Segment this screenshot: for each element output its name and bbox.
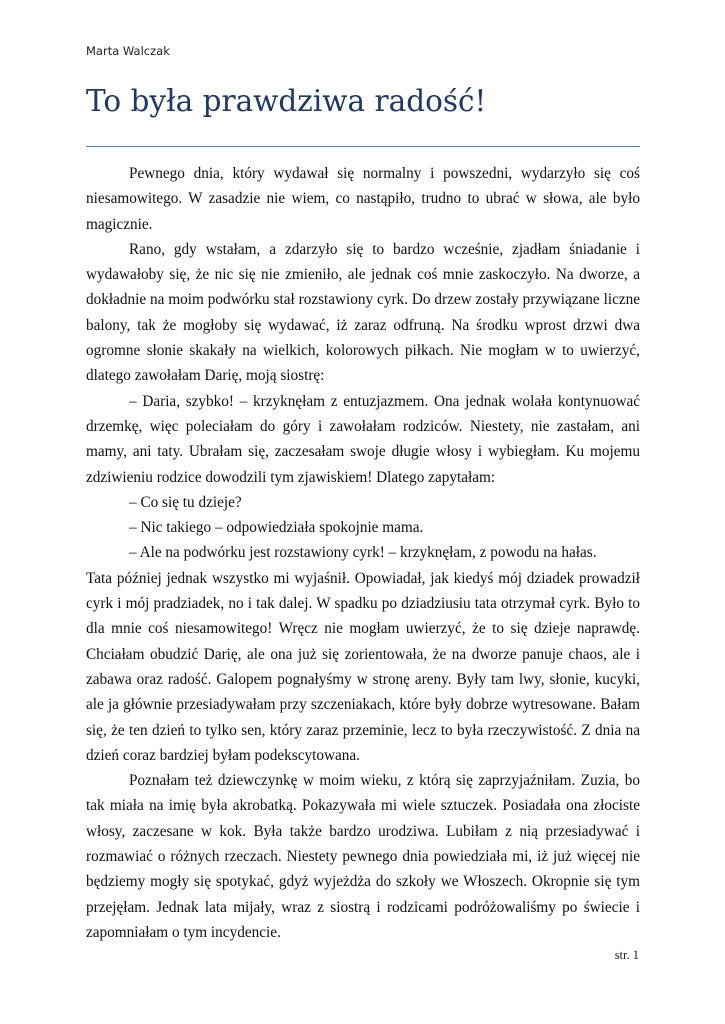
paragraph: Tata później jednak wszystko mi wyjaśnił. Opowiadał, jak kiedyś mój dziadek prowadził cyrk i mój pradziadek, no i tak dalej. W spadku po dziadziusiu tata otrzymał cyrk. Było to dla mnie coś niesamowitego! Wręcz nie mogłam uwierzyć, że to się dzieje naprawdę. Chciałam obudzić Darię, ale ona już się zorientowała, że na dworze panuje chaos, ale i zabawa oraz radość. Galopem pognałyśmy w stronę areny. Były tam lwy, słonie, kucyki, ale ja głównie przesiadywałam przy szczeniakach, które były dobrze wytresowane. Bałam się, że ten dzień to tylko sen, który zaraz przeminie, lecz to była rzeczywistość. Z dnia na dzień coraz bardziej byłam podekscytowana. [86,569,640,764]
title-underline-rule [86,146,640,147]
document-title: To była prawdziwa radość! [86,84,487,118]
paragraph: – Daria, szybko! – krzyknęłam z entuzjazmem. Ona jednak wolała kontynuować drzemkę, więc poleciałam do góry i zawołałam rodziców. Niestety, nie zastałam, ani mamy, ani taty. Ubrałam się, zaczesałam swoje długie włosy i wybiegłam. Ku mojemu zdziwieniu rodzice dowodzili tym zjawiskiem! Dlatego zapytałam: [86,392,640,486]
header-author: Marta Walczak [86,44,170,58]
paragraph: Pewnego dnia, który wydawał się normalny i powszedni, wydarzyło się coś niesamowitego. W zasadzie nie wiem, co nastąpiło, trudno to ubrać w słowa, ale było magicznie. [86,165,640,233]
paragraph: Poznałam też dziewczynkę w moim wieku, z którą się zaprzyjaźniłam. Zuzia, bo tak miała na imię była akrobatką. Pokazywała mi wiele sztuczek. Posiadała ona złociste włosy, zaczesane w kok. Była także bardzo urodziwa. Lubiłam z nią przesiadywać i rozmawiać o różnych rzeczach. Niestety pewnego dnia powiedziała mi, iż już więcej nie będziemy mogły się spotykać, gdyż wyjeżdża do szkoły we Włoszech. Okropnie się tym przejęłam. Jednak lata mijały, wraz z siostrą i rodzicami podróżowaliśmy po świecie i zapomniałam o tym incydencie. [86,772,640,941]
document-body [86,161,640,945]
page-number: str. 1 [614,948,639,962]
dialogue-line: – Nic takiego – odpowiedziała spokojnie mama. [129,519,424,537]
dialogue-line: – Co się tu dzieje? [129,493,242,511]
paragraph: Rano, gdy wstałam, a zdarzyło się to bardzo wcześnie, zjadłam śniadanie i wydawałoby się, że nic się nie zmieniło, ale jednak coś mnie zaskoczyło. Na dworze, a dokładnie na moim podwórku stał rozstawiony cyrk. Do drzew zostały przywiązane liczne balony, tak że mogłoby się wydawać, iż zaraz odfruną. Na środku wprost drzwi dwa ogromne słonie skakały na wielkich, kolorowych piłkach. Nie mogłam w to uwierzyć, dlatego zawołałam Darię, moją siostrę: [86,240,640,385]
dialogue-line: – Ale na podwórku jest rozstawiony cyrk! – krzyknęłam, z powodu na hałas. [129,544,597,562]
